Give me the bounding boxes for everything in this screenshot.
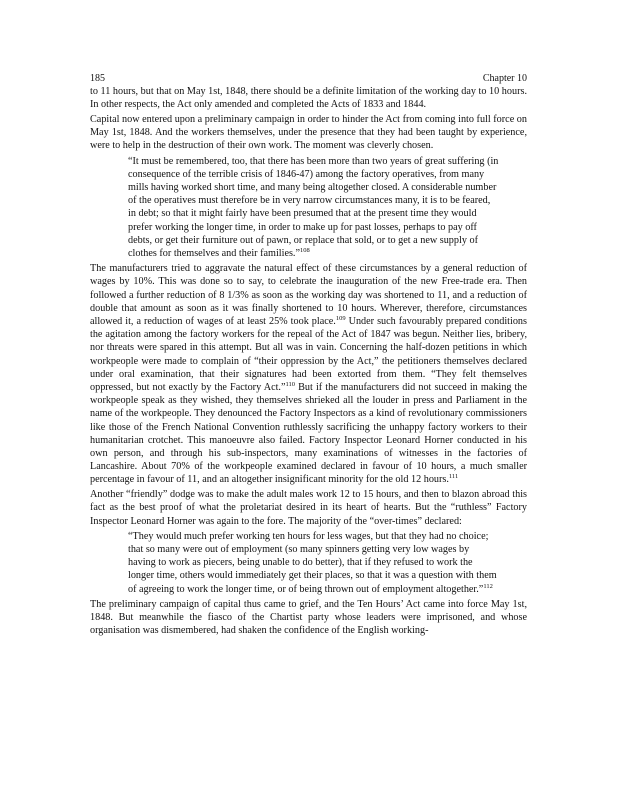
page-body (90, 85, 527, 639)
paragraph: The preliminary campaign of capital thus came to grief, and the Ten Hours’ Act came into force May 1st, 1848. But meanwhile the fiasco of the Chartist party whose leaders were imprisoned, and whose organisation was dismembered, had shaken the confidence of the English working- (90, 598, 527, 637)
block-quote (128, 155, 499, 261)
footnote-ref: 108 (300, 246, 310, 254)
block-quote (128, 530, 499, 596)
quote-text: “They would much prefer working ten hours for less wages, but that they had no choice; that so many were out of employment (so many spinners getting very low wages by having to work as piecers, being unable to do better), that if they refused to work the longer time, others would immediately get their places, so that it was a question with them of agreeing to work the longer time, or of being thrown out of employment altogether.” (128, 530, 497, 595)
quote-text: “It must be remembered, too, that there has been more than two years of great suffering (in consequence of the terrible crisis of 1846-47) among the factory operatives, from many mills having worked short time, and many being altogether closed. A considerable number of the operatives must therefore be in very narrow circumstances many, it is to be feared, in debt; so that it might fairly have been presumed that at the present time they would prefer working the longer time, in order to make up for past losses, perhaps to pay off debts, or get their furniture out of pawn, or replace that sold, or to get a new supply of clothes for themselves and their families.” (128, 155, 499, 259)
paragraph: Another “friendly” dodge was to make the adult males work 12 to 15 hours, and then to blazon abroad this fact as the best proof of what the proletariat desired in its heart of hearts. But the “ruthless” Factory Inspector Leonard Horner was again to the fore. The majority of the “over-times” declared: (90, 489, 527, 527)
footnote-ref: 109 (335, 314, 346, 322)
footnote-ref: 112 (483, 582, 493, 590)
chapter-title: Chapter 10 (482, 73, 527, 84)
footnote-ref: 111 (448, 473, 459, 481)
page-number: 185 (90, 73, 105, 84)
paragraph-text: But if the manufacturers did not succeed in making the workpeople speak as they wished, they themselves shrieked all the louder in press and Parliament in the name of the workpeople. They denounced the Factory Inspectors as a kind of revolutionary commissioners like those of the French National Convention ruthlessly sacrificing the unhappy factory workers to their humanitarian crotchet. This manoeuvre also failed. Factory Inspector Leonard Horner conducted in his own person, and through his sub-inspectors, many examinations of witnesses in the factories of Lancashire. About 70% of the workpeople examined declared in favour of 10 hours, a much smaller percentage in favour of 11, and an altogether insignificant minority for the old 12 hours. (90, 381, 527, 486)
running-header (90, 72, 527, 86)
footnote-ref: 110 (285, 380, 296, 388)
paragraph-text: The manufacturers tried to aggravate the natural effect of these circumstances by a general reduction of wages by 10%. This was done so to say, to celebrate the inauguration of the new Free-trade era. Then followed a further reduction of 8 1/3% as soon as the working day was shortened to 11, and a reduction of double that amount as soon as it was finally shortened to 10 hours. Wherever, therefore, circumstances allowed it, a reduction of wages of at least 25% took place. (90, 263, 527, 327)
paragraph (90, 262, 527, 486)
paragraph-text: Under such favourably prepared conditions the agitation among the factory workers for the repeal of the Act of 1847 was begun. Neither lies, bribery, nor threats were spared in this attempt. But all was in vain. Concerning the half-dozen petitions in which workpeople were made to complain of “their oppression by the Act,” the petitioners themselves declared under oral examination, that their signatures had been extorted from them. “They felt themselves oppressed, but not exactly by the Factory Act.” (90, 315, 527, 393)
paragraph: to 11 hours, but that on May 1st, 1848, there should be a definite limitation of the working day to 10 hours. In other respects, the Act only amended and completed the Acts of 1833 and 1844. (90, 86, 527, 111)
paragraph: Capital now entered upon a preliminary campaign in order to hinder the Act from coming into full force on May 1st, 1848. And the workers themselves, under the presence that they had been taught by experience, were to help in the destruction of their own work. The moment was cleverly chosen. (90, 113, 527, 152)
